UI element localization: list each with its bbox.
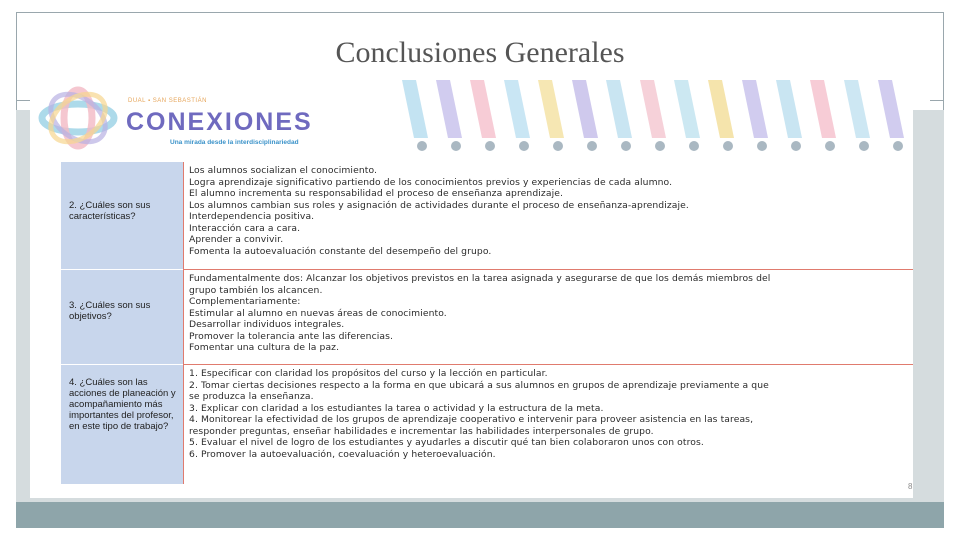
decorative-stripe — [402, 80, 428, 138]
decorative-stripes — [390, 78, 913, 158]
footer-bar — [16, 502, 944, 528]
answer-line: grupo también los alcancen. — [189, 284, 323, 296]
answer-line: 1. Especificar con claridad los propósitos del curso y la lección en particular. — [189, 368, 548, 379]
answer-line: Fundamentalmente dos: Alcanzar los objetivos previstos en la tarea asignada y asegurarse de que los demás miembros del — [189, 273, 771, 284]
decorative-stripe — [572, 80, 598, 138]
decorative-dot — [519, 141, 529, 151]
decorative-stripe — [606, 80, 632, 138]
decorative-stripe — [436, 80, 462, 138]
decorative-dot — [791, 141, 801, 151]
content-image — [30, 78, 913, 498]
table-row — [61, 365, 913, 484]
decorative-dot — [757, 141, 767, 151]
page-number: 8 — [908, 482, 913, 491]
decorative-stripe — [878, 80, 904, 138]
answer-line: 2. Tomar ciertas decisiones respecto a la forma en que ubicará a sus alumnos en grupos de aprendizaje previamente a que — [189, 379, 769, 391]
decorative-dot — [587, 141, 597, 151]
answer-line: Desarrollar individuos integrales. — [189, 319, 345, 330]
answer-line: Logra aprendizaje significativo partiendo de los conocimientos previos y experiencias de cada alumno. — [189, 176, 673, 188]
decorative-dot — [485, 141, 495, 151]
answer-cell — [183, 270, 913, 364]
answer-line: se produzca la enseñanza. — [189, 391, 314, 402]
decorative-dot — [417, 141, 427, 151]
answer-line: Fomenta la autoevaluación constante del desempeño del grupo. — [189, 245, 492, 257]
answer-line: responder preguntas, enseñar habilidades e incrementar las habilidades interpersonales de grupo. — [189, 425, 654, 437]
answer-line: 4. Monitorear la efectividad de los grupos de aprendizaje cooperativo e intervenir para proveer asistencia en las tareas, — [189, 414, 754, 425]
logo-wordmark: CONEXIONES — [126, 108, 313, 136]
question-cell — [61, 270, 183, 364]
question-text: 3. ¿Cuáles son sus objetivos? — [69, 300, 151, 322]
answer-line: Promover la tolerancia ante las diferencias. — [189, 330, 394, 342]
answer-line: 6. Promover la autoevaluación, coevaluación y heteroevaluación. — [189, 448, 496, 460]
decorative-stripe — [640, 80, 666, 138]
question-text: 4. ¿Cuáles son las acciones de planeación y acompañamiento más importantes del profesor, en este tipo de trabajo? — [69, 377, 176, 432]
answer-line: El alumno incrementa su responsabilidad el proceso de enseñanza aprendizaje. — [189, 188, 563, 199]
decorative-stripe — [776, 80, 802, 138]
answer-line: Interdependencia positiva. — [189, 211, 315, 222]
question-text: 2. ¿Cuáles son sus características? — [69, 200, 151, 222]
answer-line: Los alumnos cambian sus roles y asignación de actividades durante el proceso de enseñanza-aprendizaje. — [189, 199, 689, 211]
logo-top-text: DUAL ▪ SAN SEBASTIÁN — [128, 98, 207, 104]
decorative-stripe — [810, 80, 836, 138]
decorative-stripe — [470, 80, 496, 138]
answer-line: Fomentar una cultura de la paz. — [189, 342, 340, 353]
decorative-stripe — [674, 80, 700, 138]
header-rule-right — [930, 100, 944, 101]
question-cell — [61, 162, 183, 269]
decorative-stripe — [844, 80, 870, 138]
decorative-dot — [893, 141, 903, 151]
answer-line: Interacción cara a cara. — [189, 222, 301, 234]
answer-line: 5. Evaluar el nivel de logro de los estudiantes y ayudarles a discutir qué tan bien colaboraron unos con otros. — [189, 437, 704, 448]
decorative-dot — [723, 141, 733, 151]
answer-line: Complementariamente: — [189, 296, 301, 307]
answer-cell — [183, 365, 913, 484]
slide-title: Conclusiones Generales — [335, 36, 625, 69]
decorative-dot — [825, 141, 835, 151]
decorative-dot — [621, 141, 631, 151]
answer-line: Aprender a convivir. — [189, 234, 284, 245]
decorative-dot — [859, 141, 869, 151]
decorative-dot — [553, 141, 563, 151]
decorative-stripe — [708, 80, 734, 138]
conclusions-table — [61, 162, 913, 484]
decorative-stripe — [538, 80, 564, 138]
decorative-stripe — [742, 80, 768, 138]
table-row — [61, 270, 913, 364]
logo-tagline: Una mirada desde la interdisciplinariedad — [170, 139, 299, 146]
decorative-stripe — [504, 80, 530, 138]
answer-line: 3. Explicar con claridad a los estudiantes la tarea o actividad y la estructura de la meta. — [189, 402, 604, 414]
table-row — [61, 162, 913, 269]
logo-mark-icon — [38, 86, 118, 150]
answer-line: Los alumnos socializan el conocimiento. — [189, 165, 378, 176]
answer-line: Estimular al alumno en nuevas áreas de conocimiento. — [189, 307, 447, 319]
conexiones-logo — [38, 84, 358, 154]
question-cell — [61, 365, 183, 484]
column-divider — [183, 162, 184, 484]
decorative-dot — [689, 141, 699, 151]
decorative-dot — [451, 141, 461, 151]
decorative-dot — [655, 141, 665, 151]
answer-cell — [183, 162, 913, 269]
